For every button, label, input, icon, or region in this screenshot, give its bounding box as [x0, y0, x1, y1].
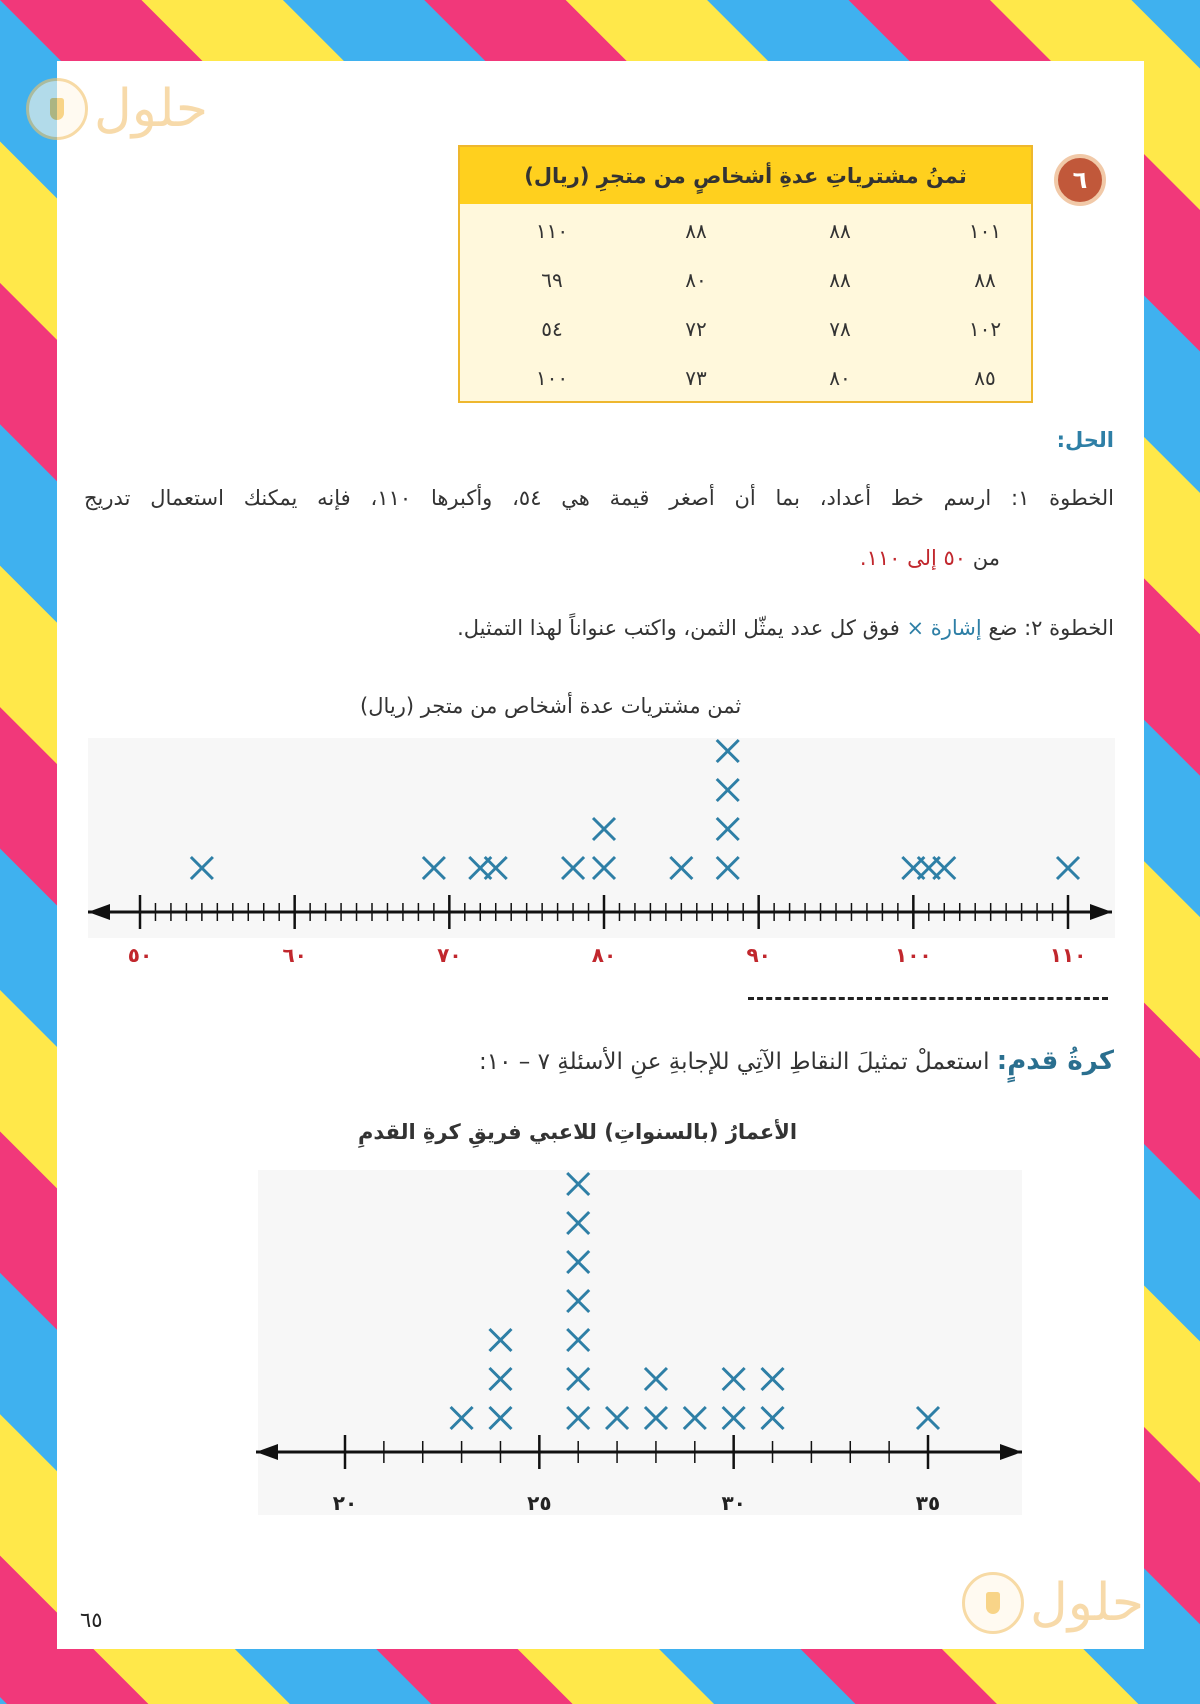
chart2-title: الأعمارُ (بالسنواتِ) للاعبي فريقِ كرةِ القدمِ	[358, 1120, 798, 1144]
step1-line2-prefix: من	[972, 546, 1000, 570]
tick-label: ٣٠	[721, 1491, 746, 1515]
step1-line1: الخطوة ١: ارسم خط أعداد، بما أن أصغر قيمة هي ٥٤، وأكبرها ١١٠، فإنه يمكنك استعمال تدريج	[84, 486, 1115, 510]
table-cell: ٧٣	[685, 366, 707, 390]
table-cell: ١٠٠	[535, 366, 569, 390]
page-number: ٦٥	[80, 1608, 103, 1632]
tick-label: ٢٠	[332, 1491, 358, 1515]
table-cell: ٨٠	[829, 366, 851, 390]
table-cell: ٨٨	[685, 219, 707, 243]
tick-label: ٧٠	[437, 943, 462, 967]
tick-label: ٨٠	[591, 943, 617, 967]
step2-prefix: الخطوة ٢: ضع	[988, 616, 1114, 640]
table-cell: ٨٥	[974, 366, 996, 390]
table-cell: ٧٢	[685, 317, 707, 341]
table-cell: ٨٨	[974, 268, 996, 292]
table-cell: ٨٠	[685, 268, 707, 292]
table-cell: ١٠٢	[968, 317, 1002, 341]
step2-mark: إشارة ×	[906, 616, 982, 640]
football-text: استعملْ تمثيلَ النقاطِ الآتِي للإجابةِ عنِ الأسئلةِ ٧ – ١٠:	[479, 1049, 990, 1075]
chart1-title: ثمن مشتريات عدة أشخاص من متجر (ريال)	[360, 694, 742, 718]
solution-label: الحل:	[1056, 428, 1114, 452]
table-cell: ٦٩	[541, 268, 563, 292]
tick-label: ٩٠	[746, 943, 771, 967]
tick-label: ٣٥	[915, 1491, 941, 1515]
football-label: كرةُ قدمٍ:	[996, 1046, 1114, 1076]
table-title: ثمنُ مشترياتِ عدةِ أشخاصٍ من متجرِ (ريال)	[460, 147, 1031, 204]
tick-label: ١٠٠	[895, 943, 932, 967]
tick-label: ٦٠	[282, 943, 307, 967]
table-cell: ١٠١	[968, 219, 1002, 243]
table-cell: ١١٠	[535, 219, 569, 243]
question-number-badge: ٦	[1054, 154, 1106, 206]
step1-range: ٥٠ إلى ١١٠.	[859, 546, 967, 570]
tick-label: ١١٠	[1049, 943, 1087, 967]
table-cell: ٨٨	[829, 268, 851, 292]
tick-label: ٢٥	[527, 1491, 552, 1515]
logo-text: حلول	[1030, 1573, 1145, 1633]
table-cell: ٨٨	[829, 219, 851, 243]
tick-label: ٥٠	[127, 943, 153, 967]
plot-panel	[258, 1170, 1022, 1515]
table-cell: ٥٤	[541, 317, 563, 341]
step2-suffix: فوق كل عدد يمثّل الثمن، واكتب عنواناً لهذا التمثيل.	[457, 616, 900, 640]
table-cell: ٧٨	[829, 317, 851, 341]
logo-text: حلول	[94, 79, 209, 139]
